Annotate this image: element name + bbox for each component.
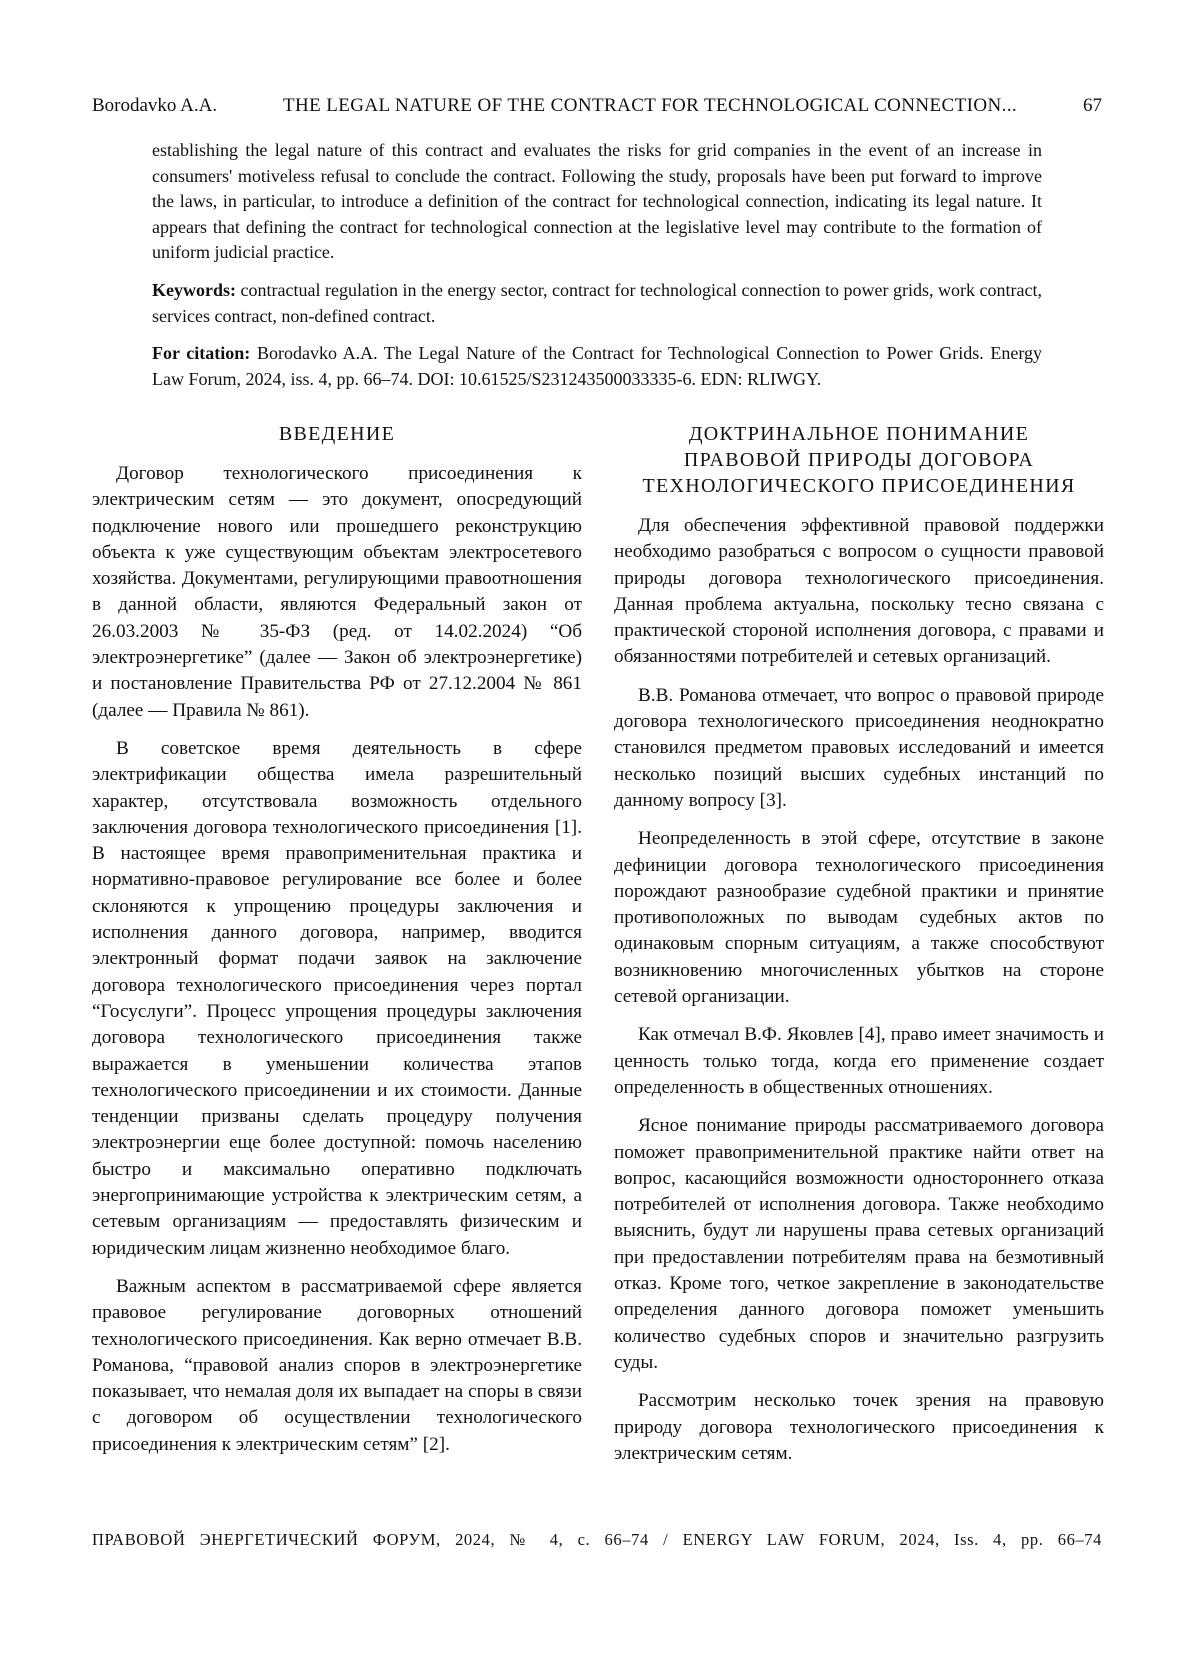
- running-header: [92, 95, 1102, 117]
- body-paragraph: Ясное понимание природы рассматриваемого договора поможет правоприменительной практике найти ответ на вопрос, касающийся возможности одностороннего отказа потребителей от исполнения договора. Также необходимо выяснить, будут ли нарушены права сетевых организаций при предоставлении потребителям права на безмотивный отказ. Кроме того, четкое закрепление в законодательстве определения данного договора поможет уменьшить количество судебных споров и значительно разгрузить суды.: [614, 1115, 1104, 1373]
- keywords-label: Keywords:: [152, 279, 236, 300]
- body-paragraph: Важным аспектом в рассматриваемой сфере является правовое регулирование договорных отношений технологического присоединения. Как верно отмечает В.В. Романова, “правовой анализ споров в электроэнергетике показывает, что немалая доля их выпадает на споры в связи с договором об осуществлении технологического присоединения к электрическим сетям” [2].: [92, 1275, 582, 1455]
- body-paragraph: Неопределенность в этой сфере, отсутствие в законе дефиниции договора технологического присоединения порождают разнообразие судебной практики и принятие противоположных по выводам судебных актов по одинаковым спорным ситуациям, а также способствуют возникновению многочисленных убытков на стороне сетевой организации.: [614, 828, 1104, 1008]
- heading-line: ПРАВОВОЙ ПРИРОДЫ ДОГОВОРА: [683, 449, 1035, 471]
- left-column: [92, 421, 582, 1470]
- section-heading-introduction: ВВЕДЕНИЕ: [278, 423, 396, 445]
- header-author: Borodavko A.A.: [92, 95, 218, 116]
- heading-line: ДОКТРИНАЛЬНОЕ ПОНИМАНИЕ: [688, 423, 1030, 445]
- keywords-text: contractual regulation in the energy sector, contract for technological connection to power grids, work contract, services contract, non-defined contract.: [152, 279, 1043, 326]
- heading-line: ТЕХНОЛОГИЧЕСКОГО ПРИСОЕДИНЕНИЯ: [642, 475, 1076, 497]
- right-column: [614, 421, 1104, 1479]
- journal-footer: ПРАВОВОЙ ЭНЕРГЕТИЧЕСКИЙ ФОРУМ, 2024, № 4, с. 66–74 / ENERGY LAW FORUM, 2024, Iss. 4, pp. 66–74: [92, 1530, 1102, 1549]
- header-title: THE LEGAL NATURE OF THE CONTRACT FOR TECHNOLOGICAL CONNECTION...: [283, 95, 1018, 116]
- keywords: [152, 278, 1042, 329]
- citation: [152, 341, 1042, 392]
- abstract-text: establishing the legal nature of this contract and evaluates the risks for grid companies in the event of an increase in consumers' motiveless refusal to conclude the contract. Following the study, proposals have been put forward to improve the laws, in particular, to introduce a definition of the contract for technological connection, indicating its legal nature. It appears that defining the contract for technological connection at the legislative level may contribute to the formation of uniform judicial practice.: [152, 140, 1042, 263]
- section-heading-doctrinal: [614, 421, 1104, 499]
- body-paragraph: Договор технологического присоединения к электрическим сетям — это документ, опосредующий подключение нового или прошедшего реконструкцию объекта к уже существующим объектам электросетевого хозяйства. Документами, регулирующими правоотношения в данной области, являются Федеральный закон от 26.03.2003 № 35-ФЗ (ред. от 14.02.2024) “Об электроэнергетике” (далее — Закон об электроэнергетике) и постановление Правительства РФ от 27.12.2004 № 861 (далее — Правила № 861).: [92, 463, 582, 721]
- page-number: 67: [1083, 95, 1102, 116]
- body-paragraph: В.В. Романова отмечает, что вопрос о правовой природе договора технологического присоединения неоднократно становился предметом правовых исследований и имеется несколько позиций высших судебных инстанций по данному вопросу [3].: [614, 684, 1104, 811]
- abstract-block: [152, 138, 1042, 404]
- body-paragraph: В советское время деятельность в сфере электрификации общества имела разрешительный характер, отсутствовала возможность отдельного заключения договора технологического присоединения [1]. В настоящее время правоприменительная практика и нормативно-правовое регулирование все более и более склоняются к упрощению процедуры заключения и исполнения данного договора, например, вводится электронный формат подачи заявок на заключение договора технологического присоединения через портал “Госуслуги”. Процесс упрощения процедуры заключения договора технологического присоединения также выражается в уменьшении количества этапов технологического присоединении и их стоимости. Данные тенденции призваны сделать процедуру получения электроэнергии еще более доступной: помочь населению быстро и максимально оперативно подключать энергопринимающие устройства к электрическим сетям, а сетевым организациям — предоставлять физическим и юридическим лицам жизненно необходимое благо.: [92, 737, 582, 1259]
- citation-text: Borodavko A.A. The Legal Nature of the Contract for Technological Connection to Power Grids. Energy Law Forum, 2024, iss. 4, pp. 66–74. DOI: 10.61525/S231243500033335-6. EDN: RLIWGY.: [152, 343, 1043, 389]
- body-paragraph: Как отмечал В.Ф. Яковлев [4], право имеет значимость и ценность только тогда, когда его применение создает определенность в общественных отношениях.: [614, 1024, 1104, 1098]
- body-paragraph: Для обеспечения эффективной правовой поддержки необходимо разобраться с вопросом о сущности правовой природы договора технологического присоединения. Данная проблема актуальна, поскольку тесно связана с практической стороной исполнения договора, с правами и обязанностями потребителей и сетевых организаций.: [614, 515, 1104, 668]
- body-paragraph: Рассмотрим несколько точек зрения на правовую природу договора технологического присоединения к электрическим сетям.: [614, 1390, 1104, 1464]
- citation-label: For citation:: [152, 343, 251, 364]
